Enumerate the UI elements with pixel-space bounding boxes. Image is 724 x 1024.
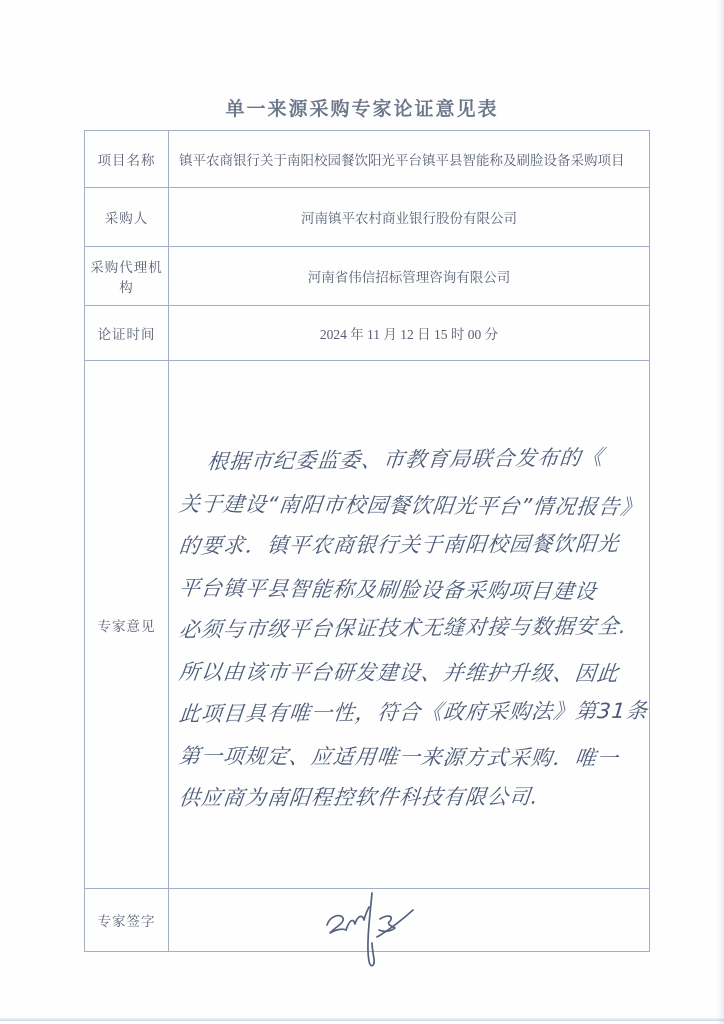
signature-label: 专家签字 (85, 889, 169, 952)
opinion-handwritten-text (169, 361, 650, 889)
table-row-opinion (85, 361, 650, 889)
table-row-time (85, 306, 650, 361)
handwritten-line: 供应商为南阳程控软件科技有限公司. (177, 784, 541, 810)
handwritten-line: 根据市纪委监委、市教育局联合发布的《 (205, 445, 605, 474)
purchaser-label: 采购人 (85, 188, 169, 247)
handwritten-line: 平台镇平县智能称及刷脸设备采购项目建设 (177, 575, 598, 604)
agency-label: 采购代理机构 (85, 247, 169, 306)
time-value: 2024 年 11 月 12 日 15 时 00 分 (169, 306, 650, 361)
table-row-agency (85, 247, 650, 306)
handwritten-line: 必须与市级平台保证技术无缝对接与数据安全. (177, 613, 629, 642)
handwritten-line: 关于建设“南阳市校园餐饮阳光平台”情况报告》 (177, 491, 644, 519)
handwritten-line: 的要求．镇平农商银行关于南阳校园餐饮阳光 (177, 531, 621, 558)
handwritten-line: 第一项规定、应适用唯一来源方式采购．唯一 (177, 743, 621, 770)
purchaser-value: 河南镇平农村商业银行股份有限公司 (169, 188, 650, 247)
scan-artifact-right-edge (717, 0, 724, 1024)
signature-cell (169, 889, 650, 952)
table-row-project (85, 131, 650, 188)
document-title: 单一来源采购专家论证意见表 (225, 99, 499, 120)
table-row-purchaser (85, 188, 650, 247)
expert-signature (319, 889, 429, 975)
agency-value: 河南省伟信招标管理咨询有限公司 (169, 247, 650, 306)
table-row-signature (85, 889, 650, 952)
opinion-label: 专家意见 (85, 361, 169, 889)
handwritten-line: 所以由该市平台研发建设、并维护升级、因此 (177, 659, 621, 686)
scan-artifact-bottom-edge (0, 1018, 724, 1021)
time-label: 论证时间 (85, 306, 169, 361)
project-name-value: 镇平农商银行关于南阳校园餐饮阳光平台镇平县智能称及刷脸设备采购项目 (169, 131, 650, 188)
expert-opinion-form-table (84, 130, 650, 952)
handwritten-line: 此项目具有唯一性，符合《政府采购法》第31条 (177, 698, 650, 726)
project-name-label: 项目名称 (85, 131, 169, 188)
